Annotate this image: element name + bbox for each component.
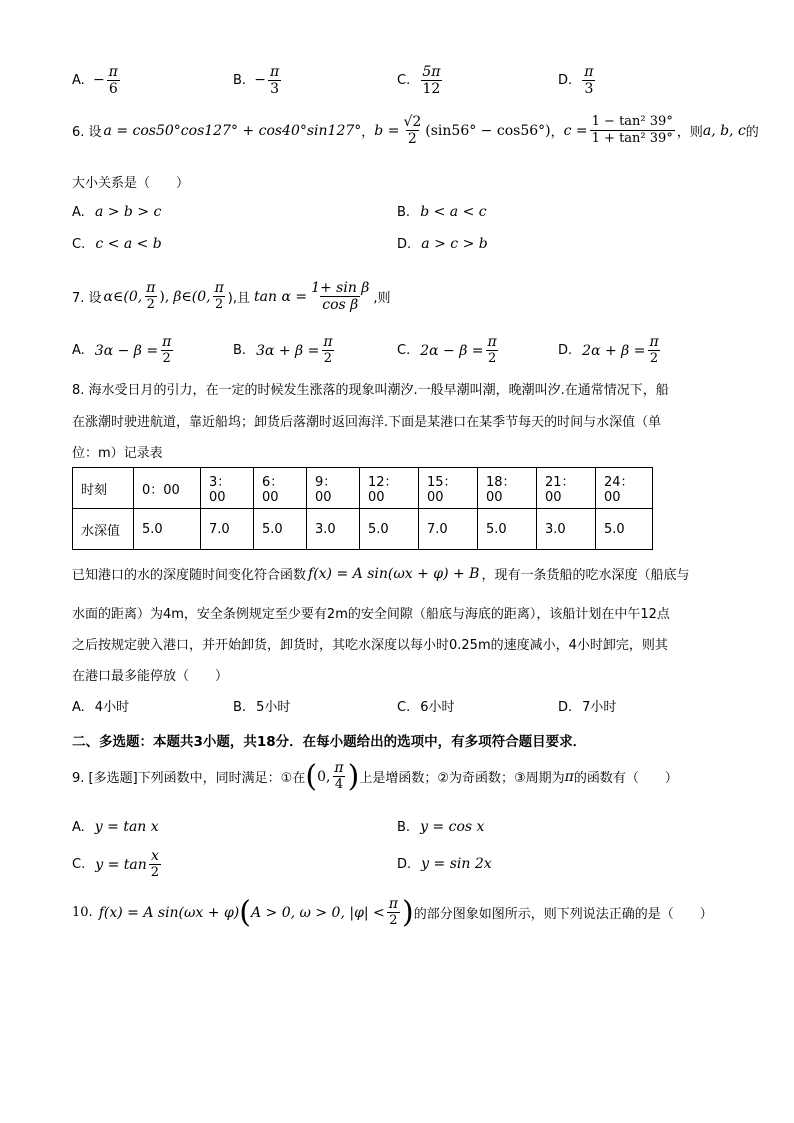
q10-condition: A > 0, ω > 0, |φ| < bbox=[250, 904, 385, 921]
frac-num: 1+ sin β bbox=[311, 280, 370, 296]
option-text: 5小时 bbox=[256, 700, 291, 715]
frac-den: 3 bbox=[584, 81, 594, 97]
option-text: c < a < b bbox=[95, 236, 162, 252]
q8-option-d bbox=[558, 696, 616, 715]
q7-tan: tan α = bbox=[254, 288, 308, 305]
q9-stem bbox=[72, 760, 678, 793]
option-label: C. bbox=[397, 73, 411, 88]
q6-c-lhs: c = bbox=[563, 122, 588, 139]
table-cell: 7.0 bbox=[419, 509, 478, 550]
q8-p1a: 已知港口的水的深度随时间变化符合函数 bbox=[72, 568, 307, 583]
option-text: a > c > b bbox=[421, 236, 488, 252]
q8-option-a bbox=[72, 696, 129, 715]
option-label: A. bbox=[72, 205, 85, 220]
right-paren-icon: ) bbox=[347, 758, 360, 794]
frac-den: 2 bbox=[162, 351, 171, 366]
q8-function: f(x) = A sin(ωx + φ) + B bbox=[308, 565, 480, 582]
q6-tail-vars: a, b, c bbox=[702, 122, 746, 139]
frac-num: π bbox=[584, 64, 594, 80]
option-text: 4小时 bbox=[94, 700, 130, 715]
table-cell: 18：00 bbox=[478, 468, 537, 509]
option-text: y = tan bbox=[95, 856, 147, 873]
q9-option-d bbox=[397, 856, 492, 872]
table-cell: 9：00 bbox=[307, 468, 360, 509]
q9-option-b bbox=[397, 819, 484, 835]
q7-close: ), bbox=[159, 288, 170, 305]
option-label: B. bbox=[233, 73, 247, 88]
q6-stem-line1 bbox=[72, 114, 759, 147]
q5-option-a bbox=[72, 64, 122, 97]
q7-tail: ,则 bbox=[373, 291, 391, 306]
option-label: C. bbox=[397, 343, 411, 358]
q7-option-c bbox=[397, 334, 501, 367]
frac-num: π bbox=[334, 760, 344, 776]
option-label: D. bbox=[558, 343, 573, 358]
frac-den: 12 bbox=[422, 81, 441, 97]
q6-lead: 6. 设 bbox=[72, 125, 102, 140]
option-text: 2α − β = bbox=[420, 342, 484, 359]
option-text: 6小时 bbox=[420, 700, 455, 715]
option-label: C. bbox=[72, 857, 86, 872]
q9-option-a bbox=[72, 819, 159, 835]
q9-pi: π bbox=[564, 768, 574, 785]
q8-paragraph-line2: 水面的距离）为4m，安全条例规定至少要有2m的安全间隙（船底与海底的距离），该船计划在中午12点 bbox=[72, 607, 670, 622]
option-label: B. bbox=[233, 343, 247, 358]
q8-paragraph-line1 bbox=[72, 564, 690, 583]
q6-option-c bbox=[72, 236, 162, 252]
separator: ， bbox=[550, 125, 564, 140]
frac-den: 2 bbox=[389, 913, 398, 928]
q8-stem-line2: 在涨潮时驶进航道，靠近船坞；卸货后落潮时返回海洋.下面是某港口在某季节每天的时间与水深值（单 bbox=[72, 415, 662, 430]
frac-den: cos β bbox=[322, 297, 359, 313]
table-cell: 15：00 bbox=[419, 468, 478, 509]
frac-den: 2 bbox=[146, 297, 155, 312]
table-cell: 24：00 bbox=[596, 468, 653, 509]
q9-lead: 9. [多选题]下列函数中，同时满足：①在 bbox=[72, 771, 306, 786]
q10-function: f(x) = A sin(ωx + φ) bbox=[98, 904, 240, 921]
q8-paragraph-line4: 在港口最多能停放（ ） bbox=[72, 669, 229, 684]
q7-alpha: α∈(0, bbox=[103, 288, 143, 305]
frac-num: 5π bbox=[422, 64, 441, 80]
table-row bbox=[73, 509, 653, 550]
q6-b-lhs: b = bbox=[374, 122, 400, 139]
q7-option-d bbox=[558, 334, 663, 367]
option-label: A. bbox=[72, 700, 85, 715]
q7-beta: β∈(0, bbox=[173, 288, 211, 305]
q6-stem-line2: 大小关系是（ ） bbox=[72, 176, 190, 191]
q7-option-b bbox=[233, 334, 337, 367]
q6-tail: ，则 bbox=[676, 125, 703, 140]
q7-option-a bbox=[72, 334, 175, 367]
option-label: A. bbox=[72, 343, 85, 358]
option-label: C. bbox=[72, 237, 86, 252]
option-label: D. bbox=[397, 237, 412, 252]
table-cell: 7.0 bbox=[201, 509, 254, 550]
table-cell: 水深值 bbox=[73, 509, 134, 550]
q9-option-c bbox=[72, 848, 163, 881]
q8-stem-line1: 8. 海水受日月的引力，在一定的时候发生涨落的现象叫潮汐.一般早潮叫潮，晚潮叫汐.在通常情况下，船 bbox=[72, 383, 669, 398]
q8-stem-line3: 位：m）记录表 bbox=[72, 446, 163, 461]
table-cell: 3.0 bbox=[537, 509, 596, 550]
table-cell: 12：00 bbox=[360, 468, 419, 509]
table-cell: 0：00 bbox=[134, 468, 201, 509]
q6-option-d bbox=[397, 236, 488, 252]
option-text: y = cos x bbox=[420, 819, 485, 835]
q9-tail2: 的函数有（ ） bbox=[573, 771, 678, 786]
frac-num: π bbox=[323, 334, 333, 350]
option-label: B. bbox=[397, 820, 411, 835]
option-text: 3α − β = bbox=[94, 342, 159, 359]
table-cell: 5.0 bbox=[134, 509, 201, 550]
q7-close-and: ),且 bbox=[227, 291, 251, 306]
frac-den: 2 bbox=[649, 351, 659, 366]
table-cell: 时刻 bbox=[73, 468, 134, 509]
frac-num: 1 − tan² 39° bbox=[591, 114, 673, 129]
option-label: A. bbox=[72, 820, 85, 835]
table-cell: 3.0 bbox=[307, 509, 360, 550]
q8-option-b bbox=[233, 696, 290, 715]
option-label: C. bbox=[397, 700, 411, 715]
frac-den: 3 bbox=[270, 81, 279, 97]
frac-num: x bbox=[150, 848, 159, 864]
frac-den: 1 + tan² 39° bbox=[591, 131, 673, 146]
frac-num: π bbox=[108, 64, 118, 80]
q10-tail: 的部分图象如图所示，则下列说法正确的是（ ） bbox=[413, 907, 713, 922]
q10-stem bbox=[72, 896, 713, 929]
option-label: D. bbox=[558, 73, 573, 88]
q5-option-b bbox=[233, 64, 283, 97]
q5-option-c bbox=[397, 64, 444, 97]
option-label: D. bbox=[558, 700, 573, 715]
table-cell: 3：00 bbox=[201, 468, 254, 509]
option-label: B. bbox=[233, 700, 247, 715]
frac-den: 4 bbox=[334, 777, 344, 792]
frac-num: π bbox=[162, 334, 172, 350]
q9-zero: 0, bbox=[317, 768, 331, 785]
separator: ， bbox=[361, 125, 375, 140]
option-text: b < a < c bbox=[420, 204, 487, 220]
q8-option-c bbox=[397, 696, 455, 715]
option-label: B. bbox=[397, 205, 411, 220]
option-label: A. bbox=[72, 73, 85, 88]
option-label: D. bbox=[397, 857, 412, 872]
option-text: y = sin 2x bbox=[421, 856, 492, 872]
frac-den: 6 bbox=[108, 81, 118, 97]
left-paren-icon: ( bbox=[239, 894, 251, 930]
section-heading: 二、多选题：本题共3小题，共18分．在每小题给出的选项中，有多项符合题目要求． bbox=[72, 734, 587, 750]
table-cell: 6：00 bbox=[254, 468, 307, 509]
option-text: y = tan x bbox=[94, 819, 159, 835]
right-paren-icon: ) bbox=[401, 894, 414, 930]
frac-num: π bbox=[146, 280, 156, 296]
q6-tail2: 的 bbox=[745, 125, 759, 140]
q6-option-a bbox=[72, 204, 161, 220]
frac-num: π bbox=[269, 64, 280, 80]
q6-b-rest: (sin56° − cos56°) bbox=[425, 122, 551, 139]
table-cell: 5.0 bbox=[360, 509, 419, 550]
frac-den: 2 bbox=[487, 351, 497, 366]
sign: − bbox=[254, 72, 266, 88]
q10-lead: 10. bbox=[72, 905, 93, 920]
frac-den: 2 bbox=[407, 131, 417, 147]
option-text: 2α + β = bbox=[582, 342, 646, 359]
table-row bbox=[73, 468, 653, 509]
q7-stem bbox=[72, 280, 391, 313]
water-depth-table bbox=[72, 467, 653, 550]
q6-option-b bbox=[397, 204, 487, 220]
option-text: 7小时 bbox=[582, 700, 617, 715]
q5-option-d bbox=[558, 64, 598, 97]
table-cell: 5.0 bbox=[254, 509, 307, 550]
frac-den: 2 bbox=[215, 297, 224, 312]
option-text: a > b > c bbox=[94, 204, 162, 220]
frac-num: π bbox=[487, 334, 497, 350]
table-cell: 5.0 bbox=[596, 509, 653, 550]
q9-tail: 上是增函数；②为奇函数；③周期为 bbox=[359, 771, 565, 786]
sign: − bbox=[92, 72, 105, 88]
frac-den: 2 bbox=[150, 865, 160, 880]
left-paren-icon: ( bbox=[305, 758, 318, 794]
q6-a-expr: a = cos50°cos127° + cos40°sin127° bbox=[103, 122, 362, 139]
q8-p1b: ，现有一条货船的吃水深度（船底与 bbox=[481, 568, 690, 583]
q8-paragraph-line3: 之后按规定驶入港口，并开始卸货，卸货时，其吃水深度以每小时0.25m的速度减小，4小时卸完，则其 bbox=[72, 638, 668, 653]
frac-den: 2 bbox=[323, 351, 333, 366]
option-text: 3α + β = bbox=[256, 342, 320, 359]
frac-num: π bbox=[214, 280, 224, 296]
frac-num: √2 bbox=[403, 114, 422, 130]
table-cell: 5.0 bbox=[478, 509, 537, 550]
frac-num: π bbox=[388, 896, 398, 912]
table-cell: 21：00 bbox=[537, 468, 596, 509]
frac-num: π bbox=[649, 334, 659, 350]
q7-lead: 7. 设 bbox=[72, 291, 102, 306]
